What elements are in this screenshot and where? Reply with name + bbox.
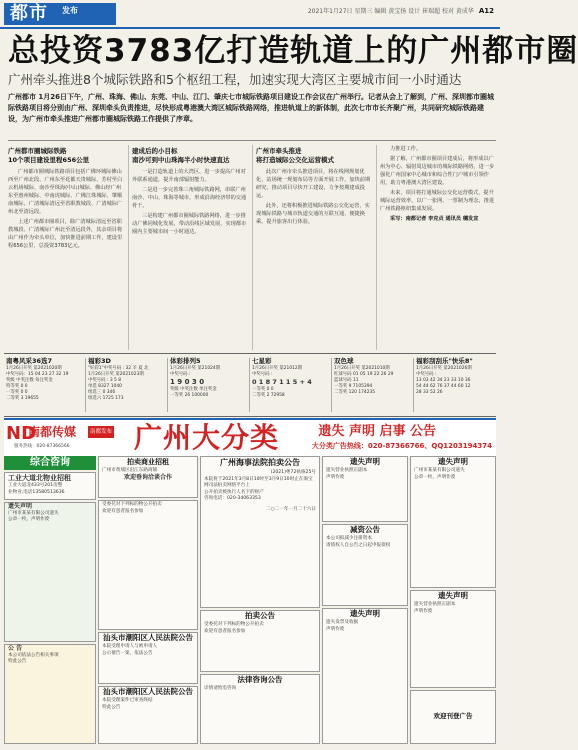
notice-heading: 遗失声明 bbox=[438, 591, 468, 600]
notice-body bbox=[201, 685, 319, 694]
notice-body bbox=[99, 467, 197, 482]
byline: 采写：南都记者 李克贞 通讯员 穗发宣 bbox=[390, 216, 479, 222]
classified-header bbox=[4, 418, 496, 456]
lottery-line: 蓝球号码 11 bbox=[334, 378, 359, 383]
column-paragraph: 三是构建广州都市圈城际铁路网络，进一步推动广佛同城化发展，带动沿线区域发展，实现都市圈内主要城市间一小时通达。 bbox=[132, 213, 247, 235]
lottery-line: 中奖号码 : bbox=[252, 372, 273, 377]
notice-box bbox=[98, 456, 198, 498]
lottery-line: 1月26日开奖 第21024期 bbox=[170, 366, 221, 371]
lottery-divider bbox=[249, 358, 250, 412]
lottery-divider bbox=[167, 358, 168, 412]
notice-body bbox=[99, 501, 197, 516]
main-headline: 总投资3783亿打造轨道上的广州都市圈 bbox=[8, 33, 578, 69]
notice-body bbox=[99, 697, 197, 712]
notice-box bbox=[4, 644, 96, 744]
lottery-line: 1月26日开奖 第21012期 bbox=[252, 366, 303, 371]
article-column-2 bbox=[132, 145, 248, 350]
logo-mark: ND bbox=[6, 423, 37, 444]
notice-box bbox=[410, 456, 496, 588]
notice-heading: 遗失声明 bbox=[438, 457, 468, 466]
notice-heading: 汕头市潮阳区人民法院公告 bbox=[103, 633, 193, 642]
notice-body bbox=[201, 469, 319, 514]
lead-divider bbox=[8, 140, 496, 141]
lottery-line: 13 03 42 34 23 33 10 36 bbox=[416, 378, 471, 383]
notice-line: 特此公告 bbox=[102, 704, 121, 710]
notice-heading: 拍卖公告 bbox=[245, 611, 275, 620]
notice-box bbox=[98, 686, 198, 744]
column-paragraph: 上述广州都市圈项目，除广清城际清远至省职教城段、广清城际广州北至清远段外，其余项目将由广州作为牵头单位，加快推进前期工作，建设里程656公里，总投资3783亿元。 bbox=[8, 219, 123, 249]
lottery-block bbox=[170, 356, 248, 414]
classified-grid bbox=[4, 456, 496, 746]
sub-headline: 广州牵头推进8个城际铁路和5个枢纽工程，加速实现大湾区主要城市间一小时通达 bbox=[8, 72, 462, 87]
classified-title: 广州大分类 bbox=[134, 421, 280, 454]
column-paragraph: 二是进一步完善珠三角城际铁路网，串联广州南沙、中山、珠海等城市，形成沿海经济带的交通骨干。 bbox=[132, 187, 247, 209]
lottery-line: 54 44 62 76 37 44 60 12 bbox=[416, 384, 471, 389]
masthead-rule bbox=[0, 27, 500, 29]
column-divider bbox=[252, 145, 253, 350]
notice-line: 公章一枚，声明作废 bbox=[8, 517, 50, 522]
lottery-line: 中奖号码 : bbox=[170, 372, 191, 377]
section-title: 都市 bbox=[10, 3, 48, 24]
notice-line: 广州市某某有限公司遗失 bbox=[414, 468, 465, 473]
notice-heading: 减资公告 bbox=[350, 525, 380, 534]
lottery-line: 组选三 0 346 bbox=[88, 390, 116, 395]
column-paragraph: 此次广州市牵头推进项目，将在线网规划优化、站场统一规划布局等方面开展工作，加快前期研究，推动项目尽快开工建设，力争按期建成投运。 bbox=[256, 169, 371, 199]
notice-line: 受委托对下列标的物公开拍卖 bbox=[204, 622, 264, 627]
notice-line: 欢迎有意者报名参加 bbox=[204, 628, 246, 634]
lottery-block bbox=[88, 356, 166, 414]
notice-body bbox=[411, 467, 495, 482]
lottery-title: 南粤风采36选7 bbox=[6, 357, 53, 365]
notice-body bbox=[5, 473, 95, 497]
lottery-line: 1月26日开奖 第2021026期 bbox=[416, 366, 472, 371]
lottery-divider bbox=[413, 358, 414, 412]
notice-line: 特此公告 bbox=[8, 659, 27, 664]
notice-box bbox=[4, 502, 96, 642]
notice-heading: 公 告 bbox=[8, 645, 23, 652]
notice-box bbox=[322, 524, 408, 606]
lottery-line: 奖级 中奖注数 每注奖金 bbox=[6, 378, 53, 383]
notice-line: 本院将于2021年3月8日10时至3月9日10时止在淘宝网司法拍卖网络平台上 bbox=[204, 476, 313, 488]
category-band: 综合咨询 bbox=[4, 456, 96, 470]
lottery-line: 二等奖 3 19655 bbox=[6, 396, 39, 401]
notice-body bbox=[323, 535, 407, 550]
lottery-block bbox=[6, 356, 84, 414]
lottery-title: 七星彩 bbox=[252, 357, 272, 365]
notice-heading: 拍卖商业招租 bbox=[127, 458, 169, 466]
column-divider bbox=[128, 145, 129, 350]
notice-box bbox=[4, 472, 96, 500]
notice-heading: 工业大道北物业招租 bbox=[8, 474, 71, 482]
lottery-line: 一等奖 0 0 bbox=[6, 390, 28, 395]
notice-box bbox=[200, 610, 320, 672]
notice-line: 欢迎垂询洽谈合作 bbox=[123, 473, 172, 481]
lottery-line: 1月26日开奖 第2021020期 bbox=[6, 366, 62, 371]
column-paragraph: 未来，项目将打通城际公交化运营模式，提升城际运营效率，以广一张网、一票制为理念，推进广州铁路枢纽集成发展。 bbox=[380, 190, 495, 212]
notice-heading: 法律咨询公告 bbox=[237, 675, 283, 684]
lottery-line: 一等奖 9 7105394 bbox=[334, 384, 373, 389]
lottery-line: 1月26日开奖 第2021010期 bbox=[334, 366, 390, 371]
lottery-title: 双色球 bbox=[334, 357, 354, 365]
column-paragraph: 此外，还将积极推进城际铁路公交化运营，实现城际铁路与城市轨道交通的互联互通、便捷换乘，提升旅客出行体验。 bbox=[256, 203, 370, 225]
lead-paragraph: 广州都市 1月26日下午，广州、珠海、佛山、东莞、中山、江门、肇庆七市城际铁路项目建设工作会议在广州举行。记者从会上了解到，广州、深圳都市圈城际铁路项目将分别由广州、深圳牵头负责推进，尽快形成粤港澳大湾区城际铁路网络，推进轨道上的新体制，此次七市市长齐聚广州，共同研究城际铁路建设，为广州市牵头推进广州都市圈城际铁路工作提供了序章。 bbox=[8, 93, 495, 123]
notice-line: 业物业,电话13580513636 bbox=[8, 489, 65, 495]
logo-name: 南都传媒 bbox=[28, 425, 77, 439]
notice-line: 本公司依法公告相关事项 bbox=[8, 652, 59, 658]
lottery-winning-number: 0 1 8 7 1 1 5 + 4 bbox=[252, 378, 312, 386]
lottery-divider bbox=[331, 358, 332, 412]
notice-box bbox=[98, 500, 198, 630]
notice-box bbox=[98, 632, 198, 684]
column-paragraph: 力推进工作。 bbox=[390, 146, 422, 152]
release-stamp: 南都发布 bbox=[88, 426, 114, 438]
article-column-4 bbox=[380, 145, 496, 350]
notice-line: 公章一枚，声明作废 bbox=[414, 474, 456, 480]
lottery-line: 1月26日开奖 第2021023期 bbox=[88, 372, 144, 377]
notice-line: 公开拍卖被执行人名下的财产 bbox=[204, 489, 264, 495]
notice-box bbox=[322, 608, 408, 744]
column-paragraph: 一是打造轨道上的大湾区，进一步提高广州对外联系通道，提升南部辐射能力。 bbox=[132, 169, 246, 183]
page-number: A12 bbox=[478, 7, 494, 15]
notice-line: 详情请致电咨询 bbox=[204, 686, 237, 691]
lottery-line: 一等奖 26 100000 bbox=[170, 393, 209, 398]
notice-heading: 遗失声明 bbox=[350, 609, 380, 618]
column-heading: 建成后的小目标 南沙可到中山珠海半小时快速直达 bbox=[132, 147, 230, 164]
column-heading: 广州市牵头推进 将打造城际公交化运营模式 bbox=[256, 147, 334, 164]
notice-body bbox=[201, 621, 319, 636]
notice-line: 遗失发票及收据 bbox=[326, 620, 359, 625]
lottery-line: 中奖号码 : bbox=[416, 372, 437, 377]
lottery-line: 单选 8327 1040 bbox=[88, 384, 122, 389]
lottery-line: 一等奖 0 0 bbox=[252, 387, 274, 392]
lottery-title: 福彩3D bbox=[88, 357, 111, 365]
notice-body bbox=[99, 643, 197, 658]
service-hotline: 服务热线：020-87366566 bbox=[14, 444, 70, 449]
lottery-line: 28 33 52 26 bbox=[416, 390, 443, 395]
notice-line: 声明作废 bbox=[326, 626, 345, 632]
notice-line: 工业大道北433号201房整 bbox=[8, 483, 63, 488]
notice-box bbox=[200, 674, 320, 744]
article-column-3 bbox=[256, 145, 372, 350]
section-brand bbox=[4, 3, 116, 25]
column-heading: 广州都市圈城际铁路 10个项目建设里程656公里 bbox=[8, 147, 90, 164]
lottery-winning-number: 1 9 0 3 0 bbox=[170, 378, 205, 386]
notice-body bbox=[5, 503, 95, 525]
lottery-line: 组选六 1725 173 bbox=[88, 396, 124, 401]
lottery-divider bbox=[85, 358, 86, 412]
notice-line: 声明作废 bbox=[414, 608, 433, 614]
lottery-block bbox=[334, 356, 412, 414]
notice-categories: 遗失 声明 启事 公告 bbox=[318, 424, 436, 439]
article-columns bbox=[8, 145, 496, 350]
notice-line: 公示催告一案，依法公告 bbox=[102, 650, 153, 656]
column-paragraph: 广州都市圈城际铁路项目包括广佛环城际佛山西至广州北段、广州东至花都天贵城际、芳村至白云机场城际、南沙至珠海(中山)城际、佛山经广州东至惠州城际、中南虎城际、广佛江珠城际、肇顺南城际、广清城际清远至省职教城段、广清城际广州北至清远段。 bbox=[8, 169, 123, 215]
notice-line: 欢迎有意者报名参加 bbox=[102, 508, 144, 514]
section-subtitle: 发布 bbox=[62, 6, 78, 15]
lottery-line: 中奖号码：15 04 23 27 32 19 bbox=[6, 372, 69, 377]
notice-line: 遗失营业执照正副本 bbox=[326, 468, 368, 473]
notice-heading: 遗失声明 bbox=[8, 503, 33, 510]
lottery-line: 二等奖 2 72958 bbox=[252, 393, 285, 398]
notice-line: 声明作废 bbox=[326, 474, 345, 480]
notice-heading: 汕头市潮阳区人民法院公告 bbox=[103, 687, 193, 696]
welcome-ad: 欢迎刊登广告 bbox=[433, 712, 473, 720]
notice-line: 受委托对下列标的物公开拍卖 bbox=[102, 502, 162, 507]
lottery-title: 福彩刮刮乐"快乐8" bbox=[416, 357, 473, 365]
notice-line: 广州市黄埔区沿江东路商铺 bbox=[102, 468, 158, 473]
column-divider bbox=[376, 145, 377, 350]
article-column-1 bbox=[8, 145, 124, 350]
notice-line: 本院受理申请人与被申请人 bbox=[102, 644, 158, 649]
lottery-block bbox=[252, 356, 330, 414]
notice-line: 遗失营业执照正副本 bbox=[414, 602, 456, 607]
notice-body bbox=[411, 601, 495, 616]
notice-line: 本公司拟减少注册资本 bbox=[326, 536, 372, 541]
notice-body bbox=[323, 467, 407, 482]
notice-line: (2021)粤72执恢25号 bbox=[270, 470, 316, 475]
notice-box bbox=[200, 456, 320, 608]
lottery-line: 奖级 中奖注数 单注奖金 bbox=[170, 387, 217, 392]
notice-heading: 遗失声明 bbox=[350, 457, 380, 466]
lottery-line: "好彩1"中奖号码 : 32 羊 夏 北 bbox=[88, 366, 149, 371]
notice-box bbox=[410, 590, 496, 688]
lottery-line: 红球号码 01 05 19 22 26 29 bbox=[334, 372, 394, 377]
issue-info bbox=[308, 6, 494, 15]
lottery-block bbox=[416, 356, 496, 414]
media-logo bbox=[6, 423, 100, 453]
issue-date-editors: 2021年1月27日 星期三 编辑 黄宝扬 设计 崔瑞超 校对 黄成华 bbox=[307, 8, 474, 15]
notice-line: 广州市某某有限公司遗失 bbox=[8, 510, 59, 516]
lottery-line: 特等奖 0 0 bbox=[6, 384, 28, 389]
notice-body bbox=[5, 645, 95, 667]
notice-box bbox=[410, 690, 496, 744]
ad-hotline: 大分类广告热线：020-87366766、QQ1203194374 bbox=[311, 442, 492, 450]
notice-line: 本院受理案件已审查终结 bbox=[102, 698, 153, 703]
notice-line: 请债权人自公告之日起申报债权 bbox=[326, 542, 391, 548]
masthead bbox=[0, 0, 500, 30]
column-paragraph: 据了解，广州都市圈项目建成后，将形成以广州为中心、辐射周边城市的城际铁路网络，进一步强化广州国家中心城市和综合性门户城市引领作用，助力粤港澳大湾区建设。 bbox=[380, 156, 495, 186]
notice-heading: 广州海事法院拍卖公告 bbox=[220, 458, 300, 467]
lottery-line: 中奖号码 : 3 5 8 bbox=[88, 378, 122, 383]
notice-line: 咨询电话：020-34063353 bbox=[204, 496, 261, 501]
notice-body bbox=[323, 619, 407, 634]
lottery-title: 体彩排列5 bbox=[170, 357, 201, 365]
notice-date: 二○二一年一月二十六日 bbox=[266, 506, 316, 512]
notice-box bbox=[322, 456, 408, 522]
lottery-results bbox=[4, 353, 496, 417]
lottery-line: 二等奖 120 174235 bbox=[334, 390, 376, 395]
